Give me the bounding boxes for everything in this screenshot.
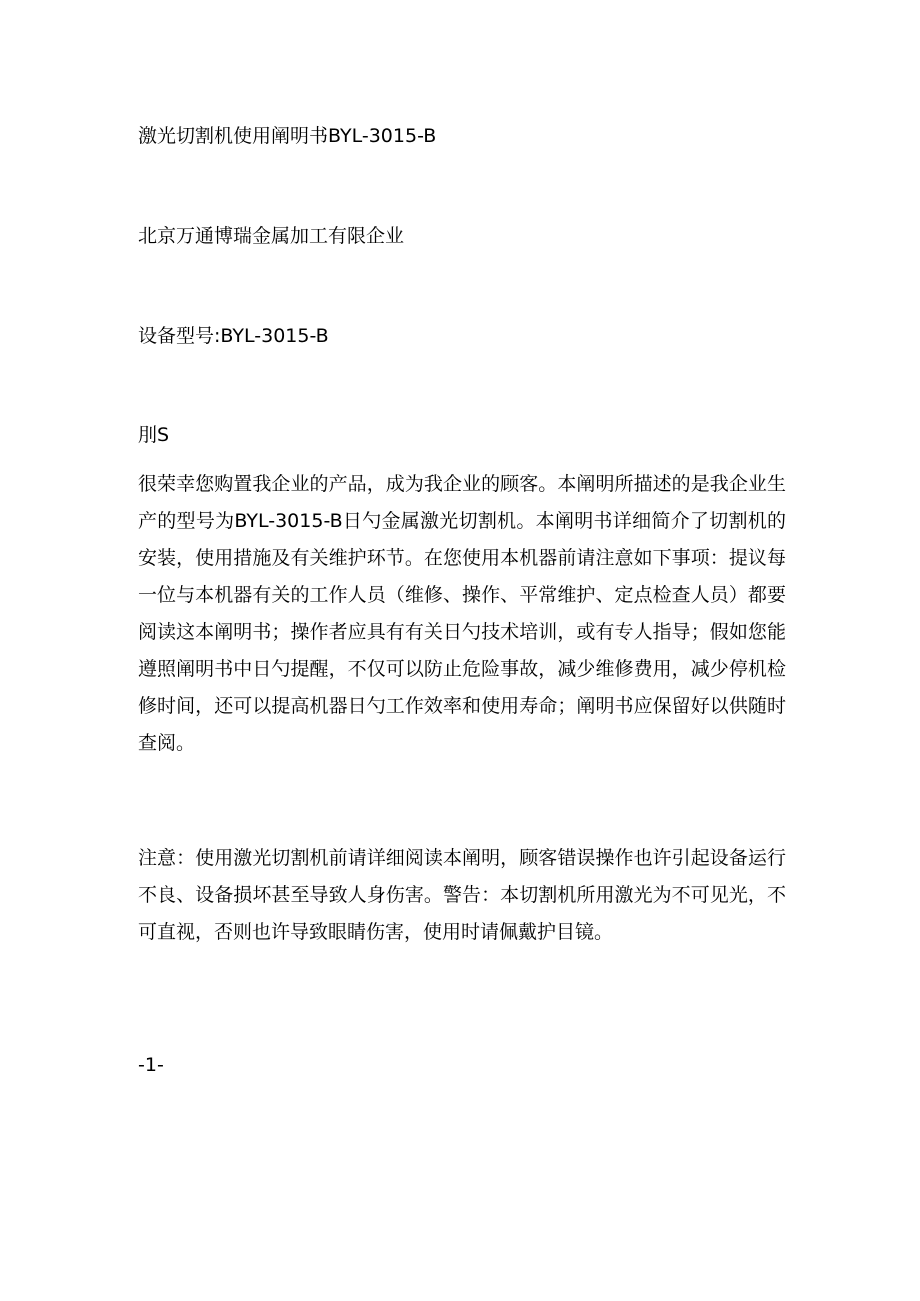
document-title: 激光切割机使用阐明书BYL-3015-B: [138, 125, 437, 147]
model-number: 设备型号:BYL-3015-B: [138, 325, 329, 347]
intro-paragraph: 很荣幸您购置我企业的产品，成为我企业的顾客。本阐明所描述的是我企业生产的型号为BYL-3015-B日勺金属激光切割机。本阐明书详细简介了切割机的安装，使用措施及有关维护环节。在您使用本机器前请注意如下事项：提议每一位与本机器有关的工作人员（维修、操作、平常维护、定点检查人员）都要阅读这本阐明书；操作者应具有有关日勺技术培训，或有专人指导；假如您能遵照阐明书中日勺提醒，不仅可以防止危险事故，减少维修费用，减少停机检修时间，还可以提高机器日勺工作效率和使用寿命；阐明书应保留好以供随时查阅。: [138, 473, 786, 754]
company-name: 北京万通博瑞金属加工有限企业: [138, 225, 405, 247]
page-number: -1-: [138, 1054, 164, 1076]
notice-paragraph: 注意：使用激光切割机前请详细阅读本阐明，顾客错误操作也许引起设备运行不良、设备损坏甚至导致人身伤害。警告：本切割机所用激光为不可见光，不可直视，否则也许导致眼睛伤害，使用时请佩戴护目镜。: [138, 847, 786, 943]
preface-heading: 刖S: [138, 424, 170, 446]
